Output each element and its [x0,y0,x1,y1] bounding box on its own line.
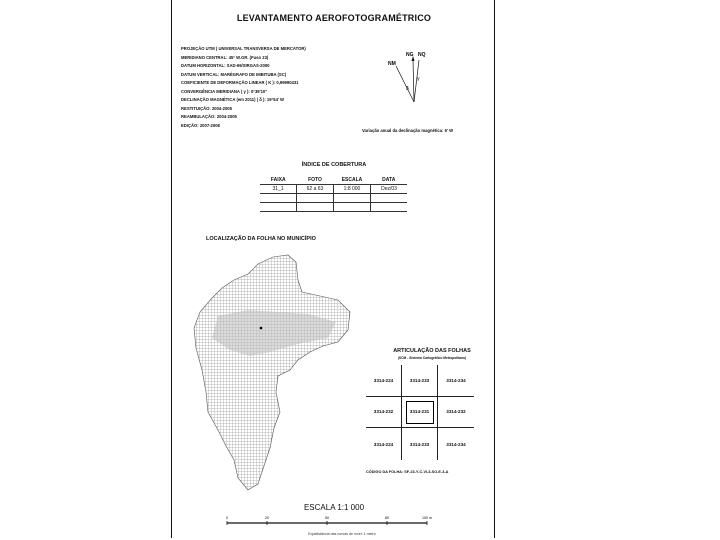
coverage-cell: 31_1 [260,185,297,194]
sheet-location-marker [260,327,263,330]
true-north-line [413,60,414,102]
articulation-subtitle: (SCM - Sistema Cartográfico Metropolitano) [397,356,467,360]
location-title: LOCALIZAÇÃO DA FOLHA NO MUNICÍPIO [206,236,316,242]
coverage-cell [371,203,408,212]
articulation-cell: 3314-232 [438,397,474,429]
articulation-cell: 3314-232 [366,397,402,429]
articulation-cell: 3314-224 [366,365,402,397]
metadata-line: CONVERGÊNCIA MERIDIANA ( γ ): 0°39'10" [181,88,268,94]
articulation-cell: 3314-234 [446,441,466,447]
grid-north-label: NQ [418,52,426,58]
articulation-cell-current: 3314-231 [402,397,438,429]
coverage-cell [260,203,297,212]
metadata-line: MERIDIANO CENTRAL: 45° W.GR. (Fuso 23) [181,54,269,60]
coverage-header: FOTO [297,176,334,185]
articulation-grid [366,365,474,460]
gamma-symbol: γ [417,76,420,82]
articulation-cell: 3314-234 [438,365,474,397]
municipality-location-map [178,252,358,492]
coverage-cell [297,194,334,203]
true-north-label: NG [406,52,414,58]
coverage-cell [371,194,408,203]
coverage-cell [297,203,334,212]
coverage-header: DATA [371,176,408,185]
coverage-cell: 1:8 000 [334,185,371,194]
municipality-outline [194,255,350,490]
projection-metadata [181,45,306,130]
articulation-cell: 3314-233 [402,365,438,397]
coverage-header: FAIXA [260,176,297,185]
articulation-cell: 3314-224 [366,428,402,460]
scale-footer: Equidistância das curvas de nível: 1 metro [308,532,376,536]
magnetic-north-label: NM [388,61,396,67]
metadata-line: DATUM HORIZONTAL: SAD-69/SIRGAS-2000 [181,63,270,68]
coverage-header: ESCALA [334,176,371,185]
scale-tick-label: 50 [325,516,329,520]
coverage-table [260,176,407,212]
sheet-code: CÓDIGO DA FOLHA: SF-23-Y-C-VI-3-SO-E-3-A [366,470,449,474]
metadata-line: COEFICIENTE DE DEFORMAÇÃO LINEAR ( K ): 0,99990431 [181,80,299,85]
scale-tick-label: 100 m [422,516,432,520]
declination-note: Variação anual da declinação magnética: 6' W [362,128,454,133]
scale-bar [222,515,462,537]
delta-symbol: δ [406,86,409,92]
coverage-cell [334,203,371,212]
map-sheet [171,0,495,538]
scale-title: ESCALA 1:1 000 [303,503,365,512]
metadata-line: DECLINAÇÃO MAGNÉTICA (em 2011) ( δ ): 19°54' W [181,97,285,102]
municipality-inner-band [212,310,336,356]
coverage-cell: 62 a 63 [297,185,334,194]
coverage-cell: Dez/03 [371,185,408,194]
metadata-line: REAMBULAÇÃO: 2004-2005 [181,114,237,119]
coverage-cell [260,194,297,203]
sheet-title: LEVANTAMENTO AEROFOTOGRAMÉTRICO [236,13,432,23]
metadata-line: RESTITUIÇÃO: 2004-2005 [181,105,232,111]
metadata-line: PROJEÇÃO UTM ( UNIVERSAL TRANSVERSA DE MERCATOR) [181,46,306,51]
coverage-cell [334,194,371,203]
scale-tick-label: 20 [265,516,269,520]
coverage-header-row [260,176,407,185]
scale-tick-label: 0 [226,516,228,520]
metadata-line: EDIÇÃO: 2007-2008 [181,122,220,128]
articulation-cell: 3314-233 [402,428,438,460]
magnetic-north-line [396,66,414,102]
coverage-row [260,203,407,212]
coverage-row [260,185,407,194]
north-arrow-diagram [382,48,442,108]
scale-tick-label: 80 [385,516,389,520]
coverage-title: ÍNDICE DE COBERTURA [301,162,367,168]
coverage-row [260,194,407,203]
metadata-line: DATUM VERTICAL: MARÉGRAFO DE IMBITUBA (SC) [181,71,287,77]
articulation-title: ARTICULAÇÃO DAS FOLHAS [393,348,471,354]
